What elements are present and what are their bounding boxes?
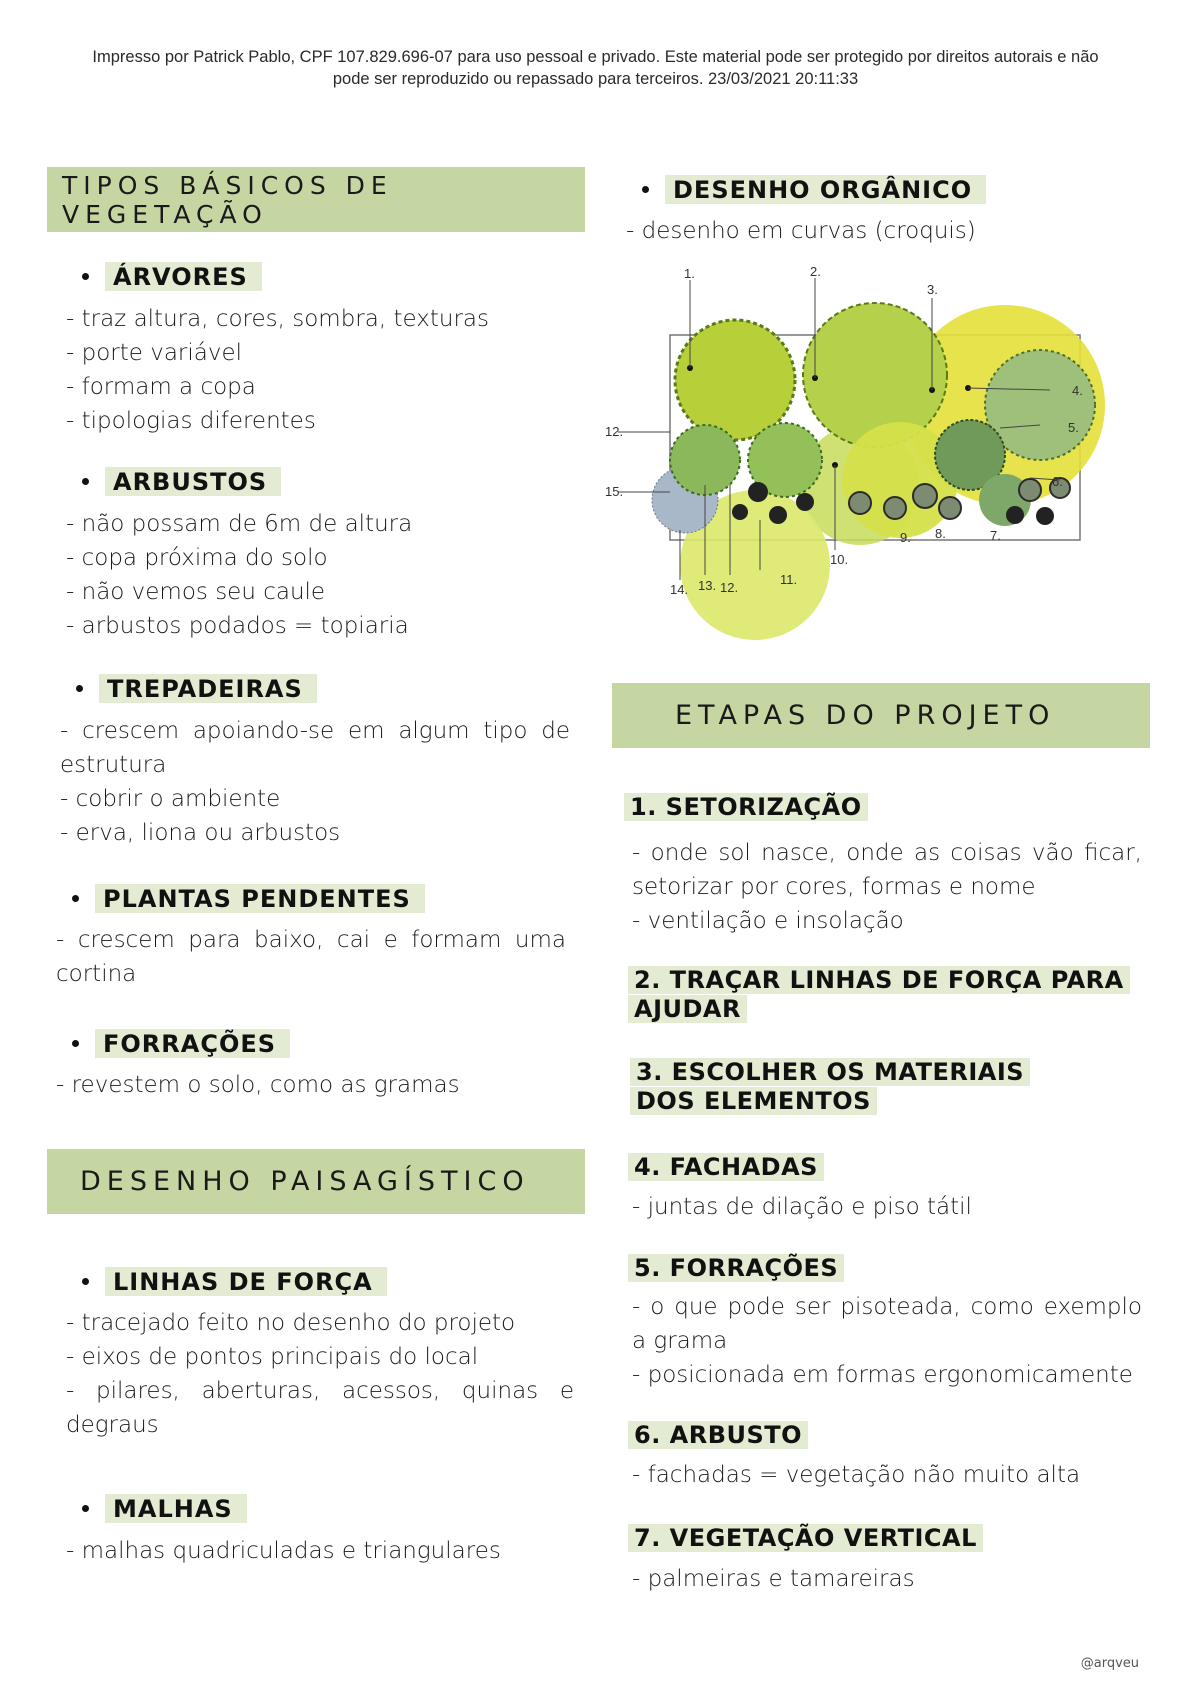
text-line: - porte variável: [66, 340, 243, 366]
text-line: - cobrir o ambiente: [60, 786, 281, 812]
text-line: - não vemos seu caule: [66, 579, 326, 605]
step-7-body: [632, 1562, 915, 1596]
banner-desenho-paisagistico: [47, 1149, 585, 1214]
bullet-dot: [82, 273, 89, 280]
plan-label: 13.: [698, 578, 717, 593]
step-5-title: 5. FORRAÇÕES: [628, 1254, 844, 1283]
plan-shape: [670, 425, 740, 495]
bullet-dot: [72, 895, 79, 902]
bullet-dot: [72, 1040, 79, 1047]
section-forracoes-heading: [72, 1029, 290, 1058]
plan-label: 15.: [605, 484, 624, 499]
text-line: - tipologias diferentes: [66, 408, 316, 434]
text-line: - crescem apoiando-se em algum tipo de estrutura: [60, 718, 570, 778]
section-arbustos-heading: [82, 467, 281, 496]
section-organico-title: DESENHO ORGÂNICO: [665, 175, 986, 204]
section-arvores-title: ÁRVORES: [105, 262, 262, 291]
text-line: - formam a copa: [66, 374, 256, 400]
plan-label: 10.: [830, 552, 849, 567]
step-6-body: [632, 1458, 1080, 1492]
text-line: - arbustos podados = topiaria: [66, 613, 409, 639]
print-notice: [40, 46, 1151, 90]
banner-etapas-projeto: [612, 683, 1150, 748]
plan-label: 3.: [927, 282, 938, 297]
section-arbustos-body: [66, 507, 412, 643]
section-linhas-title: LINHAS DE FORÇA: [105, 1267, 387, 1296]
section-forracoes-title: FORRAÇÕES: [95, 1029, 290, 1058]
text-line: - pilares, aberturas, acessos, quinas e degraus: [66, 1378, 574, 1438]
banner-etapas-projeto-label: ETAPAS DO PROJETO: [675, 700, 1056, 731]
banner-desenho-paisagistico-label: DESENHO PAISAGÍSTICO: [80, 1166, 530, 1197]
text-line: - ventilação e insolação: [632, 908, 904, 934]
text-line: - palmeiras e tamareiras: [632, 1566, 915, 1592]
section-malhas-title: MALHAS: [105, 1494, 247, 1523]
section-forracoes-body: [56, 1068, 460, 1102]
text-line: - copa próxima do solo: [66, 545, 328, 571]
section-pendentes-heading: [72, 884, 425, 913]
text-line: - eixos de pontos principais do local: [66, 1344, 479, 1370]
text-line: - revestem o solo, como as gramas: [56, 1072, 460, 1098]
plan-label: 9.: [900, 530, 911, 545]
banner-tipos-basicos: [47, 167, 585, 232]
plan-label: 6.: [1052, 474, 1063, 489]
text-line: - crescem para baixo, cai e formam uma cortina: [56, 927, 566, 987]
plan-label: 11.: [780, 572, 798, 587]
step-3-title: 3. ESCOLHER OS MATERIAIS DOS ELEMENTOS: [630, 1058, 1090, 1116]
plan-label: 12.: [605, 424, 624, 439]
print-notice-line-2: pode ser reproduzido ou repassado para terceiros. 23/03/2021 20:11:33: [332, 70, 859, 88]
section-organico-heading: [642, 175, 986, 204]
text-line: - erva, liona ou arbustos: [60, 820, 341, 846]
step-2-title: 2. TRAÇAR LINHAS DE FORÇA PARA AJUDAR: [628, 966, 1128, 1024]
print-notice-line-1: Impresso por Patrick Pablo, CPF 107.829.696-07 para uso pessoal e privado. Este material pode ser protegido por direitos autorais e não: [92, 48, 1099, 66]
step-4-body: [632, 1190, 972, 1224]
plan-shape: [675, 320, 795, 440]
plan-label: 4.: [1072, 383, 1083, 398]
bullet-dot: [82, 1505, 89, 1512]
bullet-dot: [76, 685, 83, 692]
step-5-body: [632, 1290, 1142, 1392]
section-organico-body: [626, 214, 976, 248]
text-line: - posicionada em formas ergonomicamente: [632, 1362, 1133, 1388]
planting-plan-illustration: [605, 264, 1130, 650]
banner-tipos-basicos-label: TIPOS BÁSICOS DE VEGETAÇÃO: [62, 170, 393, 229]
step-1-body: [632, 836, 1142, 938]
step-4-title: 4. FACHADAS: [628, 1153, 824, 1182]
section-malhas-body: [66, 1534, 501, 1568]
text-line: - onde sol nasce, onde as coisas vão ficar, setorizar por cores, formas e nome: [632, 840, 1142, 900]
bullet-dot: [82, 478, 89, 485]
plan-label: 1.: [684, 266, 695, 281]
section-arvores-heading: [82, 262, 262, 291]
text-line: - o que pode ser pisoteada, como exemplo a grama: [632, 1294, 1142, 1354]
credit-handle: @arqveu: [1080, 1656, 1139, 1671]
section-pendentes-title: PLANTAS PENDENTES: [95, 884, 425, 913]
bullet-dot: [642, 186, 649, 193]
text-line: - traz altura, cores, sombra, texturas: [66, 306, 489, 332]
plan-label: 2.: [810, 264, 821, 279]
step-7-title: 7. VEGETAÇÃO VERTICAL: [628, 1524, 983, 1553]
plan-label: 7.: [990, 528, 1001, 543]
section-linhas-heading: [82, 1267, 387, 1296]
section-arbustos-title: ARBUSTOS: [105, 467, 281, 496]
bullet-dot: [82, 1278, 89, 1285]
section-linhas-body: [66, 1306, 574, 1442]
section-trepadeiras-body: [60, 714, 570, 850]
plan-label: 14.: [670, 582, 689, 597]
plan-label: 8.: [935, 526, 946, 541]
text-line: - malhas quadriculadas e triangulares: [66, 1538, 501, 1564]
text-line: - fachadas = vegetação não muito alta: [632, 1462, 1081, 1488]
step-6-title: 6. ARBUSTO: [628, 1421, 808, 1450]
section-trepadeiras-title: TREPADEIRAS: [99, 674, 317, 703]
plan-label: 5.: [1068, 420, 1079, 435]
text-line: - juntas de dilação e piso tátil: [632, 1194, 972, 1220]
step-1-title: 1. SETORIZAÇÃO: [624, 793, 868, 822]
section-arvores-body: [66, 302, 489, 438]
text-line: - não possam de 6m de altura: [66, 511, 413, 537]
section-malhas-heading: [82, 1494, 247, 1523]
plan-shape: [803, 303, 947, 447]
section-trepadeiras-heading: [76, 674, 317, 703]
text-line: - tracejado feito no desenho do projeto: [66, 1310, 516, 1336]
plan-label: 12.: [720, 580, 739, 595]
section-pendentes-body: [56, 923, 566, 991]
text-line: - desenho em curvas (croquis): [626, 218, 976, 244]
